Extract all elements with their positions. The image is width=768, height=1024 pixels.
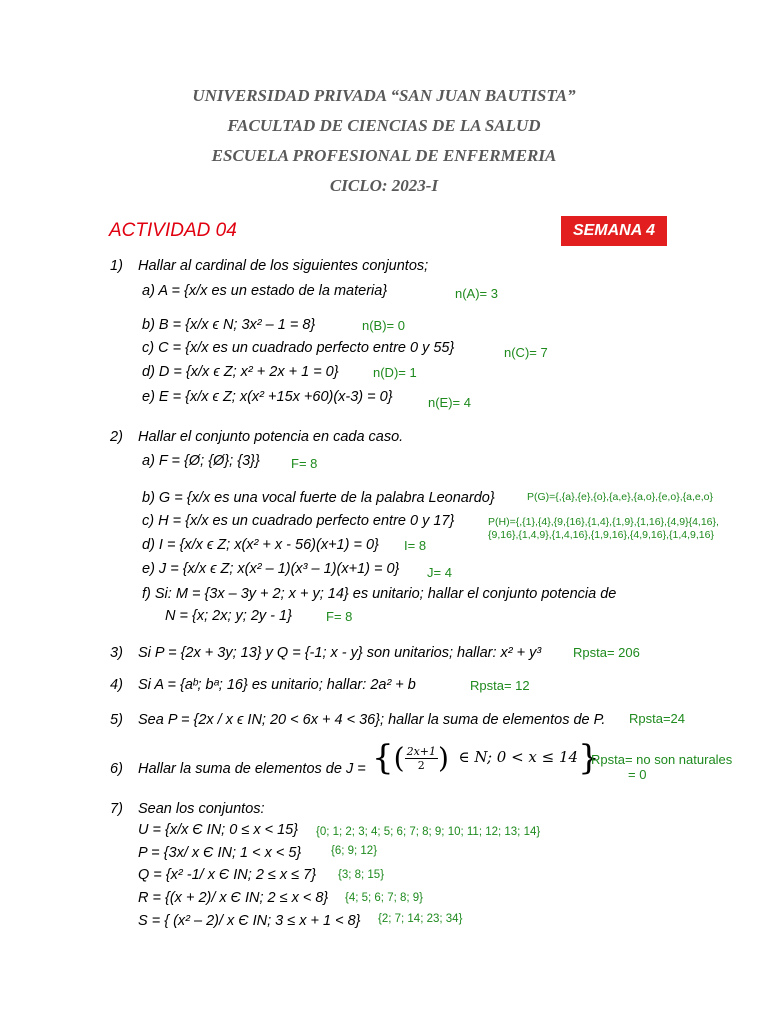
q1-text: Hallar al cardinal de los siguientes conjuntos; [138,258,429,274]
q1b: b) B = {x/x ϵ N; 3x² – 1 = 8} [142,317,316,333]
q5-text: Sea P = {2x / x ϵ IN; 20 < 6x + 4 < 36}; hallar la suma de elementos de P. [138,712,606,728]
q2a-answer: F= 8 [291,456,318,471]
q1d-answer: n(D)= 1 [373,365,417,380]
q6-condition: ∈ N; 0 < x ≤ 14 [458,748,579,766]
set-r-answer: {4; 5; 6; 7; 8; 9} [345,892,424,904]
cycle-title: CICLO: 2023-I [329,176,439,195]
set-u: U = {x/x Є IN; 0 ≤ x < 15} [138,822,299,838]
activity-title: ACTIVIDAD 04 [109,220,237,241]
q6-number: 6) [110,761,123,777]
set-s: S = { (x² – 2)/ x Є IN; 3 ≤ x + 1 < 8} [138,913,361,929]
set-q: Q = {x² -1/ x Є IN; 2 ≤ x ≤ 7} [138,867,317,883]
q7-text: Sean los conjuntos: [138,801,265,817]
q6-answer-line2: = 0 [628,767,647,782]
q2f-line1: f) Si: M = {3x – 3y + 2; x + y; 14} es unitario; hallar el conjunto potencia de [142,586,617,602]
q6-formula: {( $\frac{2x+1}{2}$ ) ∈ N; 0 < x ≤ 14} [372,738,600,778]
school-title: ESCUELA PROFESIONAL DE ENFERMERIA [211,146,557,165]
q1c: c) C = {x/x es un cuadrado perfecto entre 0 y 55} [142,340,455,356]
q2b: b) G = {x/x es una vocal fuerte de la palabra Leonardo} [142,490,495,506]
q3-answer: Rpsta= 206 [573,645,640,660]
week-badge: SEMANA 4 [561,216,667,246]
q1-number: 1) [110,258,123,274]
set-r: R = {(x + 2)/ x Є IN; 2 ≤ x < 8} [138,890,329,906]
q6-frac-numerator: 2x+1 [406,744,436,758]
q2d: d) I = {x/x ϵ Z; x(x² + x - 56)(x+1) = 0} [142,537,379,553]
q2e: e) J = {x/x ϵ Z; x(x² – 1)(x³ – 1)(x+1) = 0} [142,561,400,577]
q2-text: Hallar el conjunto potencia en cada caso. [138,429,404,445]
q3-text: Si P = {2x + 3y; 13} y Q = {-1; x - y} son unitarios; hallar: x² + y³ [138,645,542,661]
q2a: a) F = {Ø; {Ø}; {3}} [142,453,260,469]
q1e: e) E = {x/x ϵ Z; x(x² +15x +60)(x-3) = 0} [142,389,393,405]
q2c-answer-line2: {9,16},{1,4,9},{1,4,16},{1,9,16},{4,9,16},{1,4,9,16} [488,529,714,541]
q2c-answer-line1: P(H)={,{1},{4},{9,{16},{1,4},{1,9},{1,16},{4,9}{4,16}, [488,516,719,528]
q2-number: 2) [110,429,123,445]
set-q-answer: {3; 8; 15} [338,869,385,881]
set-p-answer: {6; 9; 12} [331,845,378,857]
q1d: d) D = {x/x ϵ Z; x² + 2x + 1 = 0} [142,364,339,380]
set-s-answer: {2; 7; 14; 23; 34} [378,913,463,925]
q4-number: 4) [110,677,123,693]
q6-text: Hallar la suma de elementos de J = [138,761,366,777]
q5-answer: Rpsta=24 [629,711,686,726]
q3-number: 3) [110,645,123,661]
q2e-answer: J= 4 [427,565,452,580]
q1e-answer: n(E)= 4 [428,395,471,410]
q1c-answer: n(C)= 7 [504,345,548,360]
q2f-line2: N = {x; 2x; y; 2y - 1} [165,608,292,624]
set-u-answer: {0; 1; 2; 3; 4; 5; 6; 7; 8; 9; 10; 11; 12; 13; 14} [316,826,541,838]
faculty-title: FACULTAD DE CIENCIAS DE LA SALUD [227,116,541,135]
q5-number: 5) [110,712,123,728]
q1a-answer: n(A)= 3 [455,286,498,301]
q7-number: 7) [110,801,123,817]
q2b-answer: P(G)={,{a},{e},{o},{a,e},{a,o},{e,o},{a,e,o} [527,491,713,503]
university-title: UNIVERSIDAD PRIVADA “SAN JUAN BAUTISTA” [192,86,576,105]
set-p: P = {3x/ x Є IN; 1 < x < 5} [138,845,302,861]
q4-answer: Rpsta= 12 [470,678,530,693]
q6-frac-denominator: 2 [417,758,425,772]
q2f-answer: F= 8 [326,609,353,624]
q1a: a) A = {x/x es un estado de la materia} [142,283,388,299]
q6-answer-line1: Rpsta= no son naturales [591,752,733,767]
q2c: c) H = {x/x es un cuadrado perfecto entre 0 y 17} [142,513,455,529]
q2d-answer: I= 8 [404,538,427,553]
q1b-answer: n(B)= 0 [362,318,405,333]
q4-text: Si A = {aᵇ; bᵃ; 16} es unitario; hallar: 2a² + b [138,677,416,693]
